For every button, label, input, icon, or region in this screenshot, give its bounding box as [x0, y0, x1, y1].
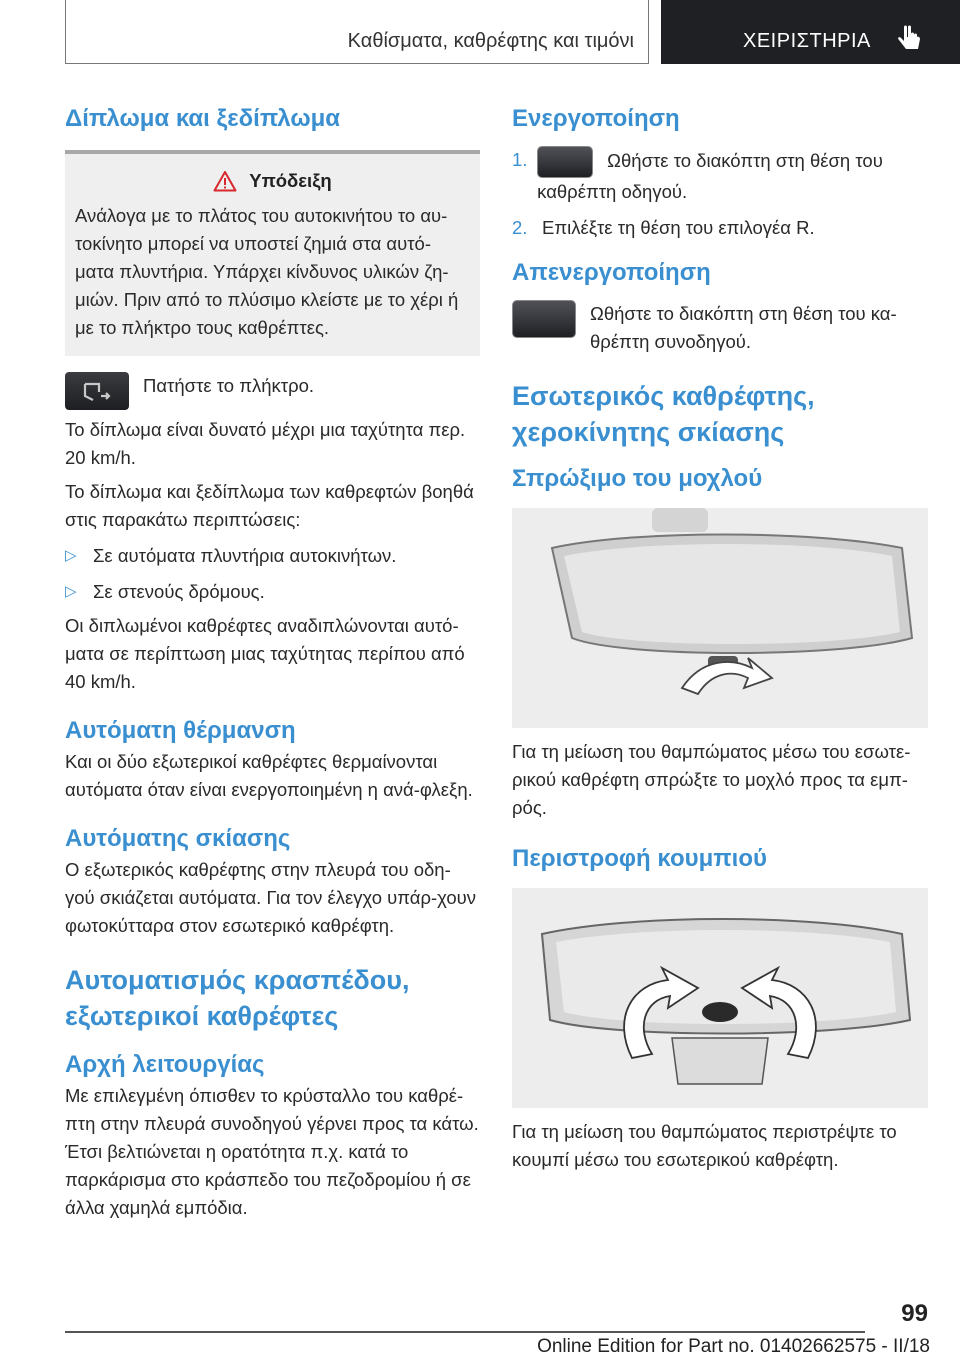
mirror-switch-icon	[512, 300, 576, 338]
dimming-text: Ο εξωτερικός καθρέφτης στην πλευρά του οδη-γού σκιάζεται αυτόματα. Για τον έλεγχο υπάρ-χουν φωτοκύτταρα στον εσωτερικό καθρέφτη.	[65, 859, 477, 936]
note-title: Υπόδειξη	[249, 170, 332, 191]
chapter-title: Καθίσματα, καθρέφτης και τιμόνι	[347, 30, 634, 52]
list-item: 1. Ωθήστε το διακόπτη στη θέση του καθρέπτη οδηγού.	[512, 146, 928, 206]
mirror-switch-icon	[537, 146, 593, 178]
heading-lever: Σπρώξιμο του μοχλού	[512, 465, 763, 492]
warning-icon	[213, 170, 237, 192]
fold-paragraph-2: Το δίπλωμα και ξεδίπλωμα των καθρεφτών βοηθά στις παρακάτω περιπτώσεις:	[65, 481, 474, 530]
deactivate-row	[512, 300, 928, 356]
section-tab-label: ΧΕΙΡΙΣΤΗΡΙΑ	[743, 30, 871, 52]
heading-fold: Δίπλωμα και ξεδίπλωμα	[65, 105, 341, 132]
heading-heating: Αυτόματη θέρμανση	[65, 717, 296, 744]
knob-illustration	[512, 888, 928, 1108]
triangle-bullet-icon: ▷	[65, 547, 77, 564]
heading-principle: Αρχή λειτουργίας	[65, 1051, 265, 1078]
heading-deactivate: Απενεργοποίηση	[512, 259, 711, 286]
header-frame	[65, 0, 649, 64]
fold-paragraph-3: Οι διπλωμένοι καθρέφτες αναδιπλώνονται αυτό-ματα σε περίπτωση μιας ταχύτητας περίπου από 40 km/h.	[65, 615, 465, 692]
lever-illustration	[512, 508, 928, 728]
heading-knob: Περιστροφή κουμπιού	[512, 845, 767, 872]
fold-paragraph-1: Το δίπλωμα είναι δυνατό μέχρι μια ταχύτητα περ. 20 km/h.	[65, 419, 466, 468]
lever-text: Για τη μείωση του θαμπώματος μέσω του εσωτε-ρικού καθρέφτη σπρώξτε το μοχλό προς τα εμπ-ρός.	[512, 741, 911, 818]
edition-text: Online Edition for Part no. 01402662575 - II/18	[537, 1336, 930, 1357]
list-item: ▷ Σε στενούς δρόμους.	[65, 578, 480, 606]
press-button-row	[65, 372, 480, 410]
press-button-text: Πατήστε το πλήκτρο.	[143, 375, 315, 396]
hand-pointer-icon	[895, 24, 925, 54]
warning-note	[65, 154, 480, 356]
heading-curb: Αυτοματισμός κρασπέδου, εξωτερικοί καθρέφτες	[65, 965, 410, 1031]
deactivate-text: Ωθήστε το διακόπτη στη θέση του κα-θρέπτη συνοδηγού.	[590, 303, 897, 352]
heading-dimming: Αυτόματης σκίασης	[65, 825, 291, 852]
list-item: ▷ Σε αυτόματα πλυντήρια αυτοκινήτων.	[65, 542, 480, 570]
heading-activate: Ενεργοποίηση	[512, 105, 680, 132]
page-number: 99	[901, 1300, 928, 1327]
principle-text: Με επιλεγμένη όπισθεν το κρύσταλλο του καθρέ-πτη στην πλευρά συνοδηγού γέρνει προς τα κάτω. Έτσι βελτιώνεται η ορατότητα π.χ. κατά το παρκάρισμα στο κράσπεδο του πεζοδρομίου ή σε άλλα χαμηλά εμπόδια.	[65, 1085, 479, 1218]
footer-divider	[65, 1331, 865, 1333]
section-tab[interactable]	[661, 0, 960, 64]
right-column	[512, 100, 928, 1174]
left-column	[65, 100, 480, 1222]
fold-button-icon	[65, 372, 129, 410]
note-text: Ανάλογα με το πλάτος του αυτοκινήτου το αυ-τοκίνητο μπορεί να υποστεί ζημιά στα αυτό-ματα πλυντήρια. Υπάρχει κίνδυνος υλικών ζη-μιών. Πριν από το πλύσιμο κλείστε με το χέρι ή με το πλήκτρο τους καθρέπτες.	[75, 205, 459, 338]
heading-interior: Εσωτερικός καθρέφτης, χεροκίνητης σκίασης	[512, 381, 815, 447]
list-item: 2. Επιλέξτε τη θέση του επιλογέα R.	[512, 217, 815, 238]
heating-text: Και οι δύο εξωτερικοί καθρέφτες θερμαίνονται αυτόματα όταν είναι ενεργοποιημένη η ανά-φλεξη.	[65, 751, 473, 800]
knob-text: Για τη μείωση του θαμπώματος περιστρέψτε το κουμπί μέσω του εσωτερικού καθρέφτη.	[512, 1121, 897, 1170]
triangle-bullet-icon: ▷	[65, 583, 77, 600]
